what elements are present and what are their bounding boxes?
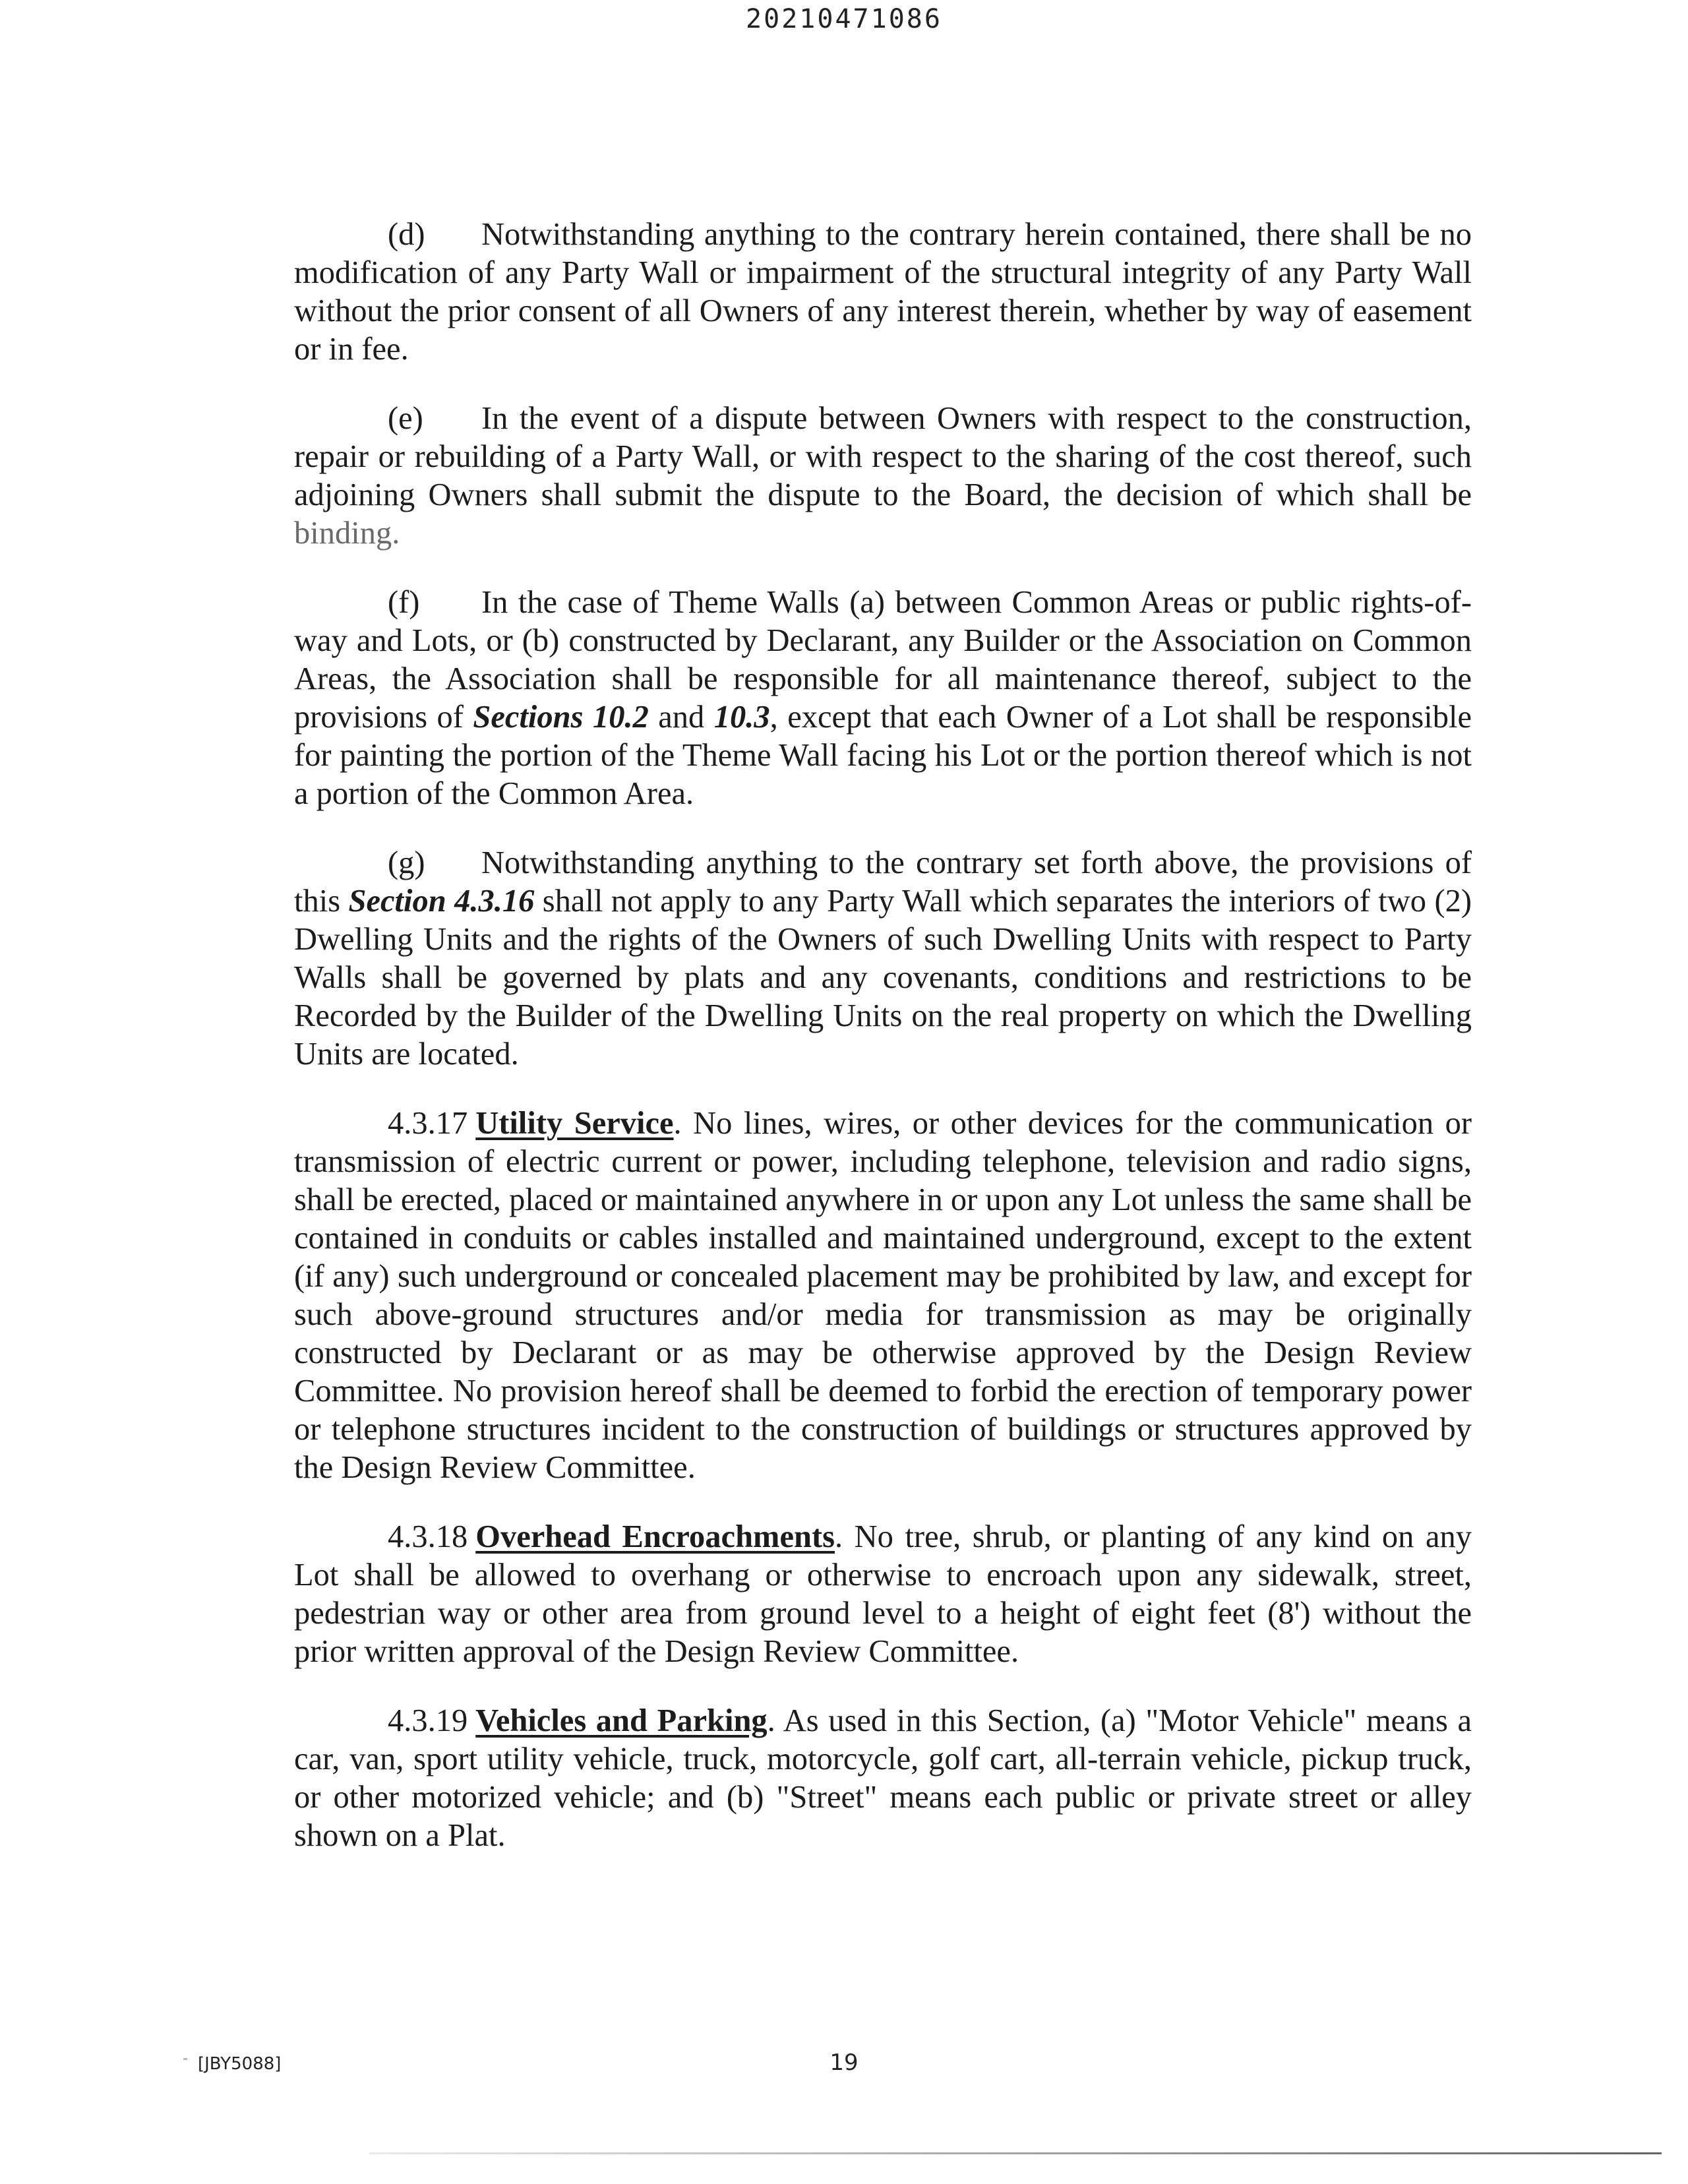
paragraph-label: (d) (388, 217, 425, 252)
scan-edge-line (369, 2152, 1662, 2154)
paragraph-text: Notwithstanding anything to the contrary herein contained, there shall be no modification of any Party Wall or impairment of the structural integrity of any Party Wall without the prior consent of all Owners of any interest therein, whether by way of easement or in fee. (294, 217, 1472, 367)
section-heading: Utility Service (475, 1106, 674, 1141)
paragraph-d (294, 216, 1472, 369)
recording-number: 20210471086 (746, 4, 942, 34)
page-number: 19 (829, 2049, 859, 2076)
document-code: [JBY5088] (198, 2054, 282, 2074)
section-text: . As used in this Section, (a) "Motor Vehicle" means a car, van, sport utility vehicle, truck, motorcycle, golf cart, all-terrain vehicle, pickup truck, or other motorized vehicle; and (b) "Street" means each public or private street or alley shown on a Plat. (294, 1703, 1472, 1853)
section-heading: Vehicles and Parking (475, 1703, 768, 1738)
paragraph-text: Notwithstanding anything to the contrary set forth above, the provisions of this (294, 845, 1472, 919)
section-number: 4.3.18 (388, 1519, 468, 1554)
paragraph-text-faded: binding. (294, 516, 400, 551)
section-number: 4.3.17 (388, 1106, 468, 1141)
paragraph-text: In the event of a dispute between Owners with respect to the construction, repair or rebuilding of a Party Wall, or with respect to the sharing of the cost thereof, such adjoining Owners shall submit the dispute to the Board, the decision of which shall be (294, 401, 1472, 512)
paragraph-text: , except that each Owner of a Lot shall be responsible for painting the portion of the Theme Wall facing his Lot or the portion thereof which is not a portion of the Common Area. (294, 700, 1472, 811)
section-heading: Overhead Encroachments (475, 1519, 835, 1554)
paragraph-text: shall not apply to any Party Wall which separates the interiors of two (2) Dwelling Units and the rights of the Owners of such Dwelling Units with respect to Party Walls shall be governed by plats and any covenants, conditions and restrictions to be Recorded by the Builder of the Dwelling Units on the real property on which the Dwelling Units are located. (294, 884, 1472, 1072)
section-reference: Sections 10.2 (473, 700, 649, 735)
paragraph-label: (e) (388, 401, 423, 436)
paragraph-e (294, 400, 1472, 553)
paragraph-f (294, 584, 1472, 813)
section-reference: Section 4.3.16 (348, 884, 535, 919)
section-text: . No lines, wires, or other devices for the communication or transmission of electric current or power, including telephone, television and radio signs, shall be erected, placed or maintained anywhere in or upon any Lot unless the same shall be contained in conduits or cables installed and maintained underground, except to the extent (if any) such underground or concealed placement may be prohibited by law, and except for such above-ground structures and/or media for transmission as may be originally constructed by Declarant or as may be otherwise approved by the Design Review Committee. No provision hereof shall be deemed to forbid the erection of temporary power or telephone structures incident to the construction of buildings or structures approved by the Design Review Committee. (294, 1106, 1472, 1485)
paragraph-label: (f) (388, 585, 420, 620)
section-4-3-19 (294, 1702, 1472, 1855)
paragraph-label: (g) (388, 845, 425, 880)
document-body (294, 216, 1472, 1886)
section-4-3-18 (294, 1518, 1472, 1671)
section-4-3-17 (294, 1105, 1472, 1487)
paragraph-text: and (648, 700, 714, 735)
paragraph-g (294, 844, 1472, 1074)
section-number: 4.3.19 (388, 1703, 468, 1738)
section-text: . No tree, shrub, or planting of any kind on any Lot shall be allowed to overhang or otherwise to encroach upon any sidewalk, street, pedestrian way or other area from ground level to a height of eight feet (8') without the prior written approval of the Design Review Committee. (294, 1519, 1472, 1669)
section-reference: 10.3 (713, 700, 770, 735)
paragraph-text: In the case of Theme Walls (a) between Common Areas or public rights-of-way and Lots, or (b) constructed by Declarant, any Builder or the Association on Common Areas, the Association shall be responsible for all maintenance thereof, subject to the provisions of (294, 585, 1472, 735)
